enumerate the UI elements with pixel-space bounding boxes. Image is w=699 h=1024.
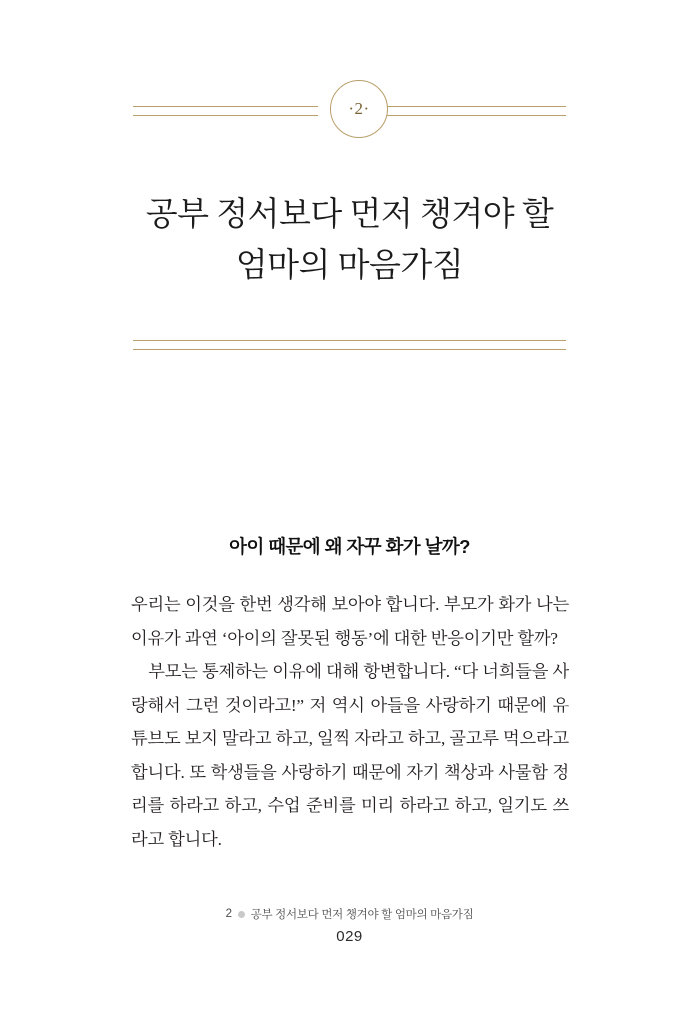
title-divider-rule-top [133,340,566,341]
chapter-title-line-1: 공부 정서보다 먼저 챙겨야 할 [145,197,554,234]
body-text [131,588,569,856]
title-divider [133,340,566,352]
page-title [0,190,699,292]
footer-running-title: 공부 정서보다 먼저 챙겨야 할 엄마의 마음가짐 [250,909,474,921]
running-footer [0,906,699,922]
page-number: 029 [336,928,363,945]
chapter-ornament [0,78,699,150]
body-paragraph: 우리는 이것을 한번 생각해 보아야 합니다. 부모가 화가 나는 이유가 과연 ‘아이의 잘못된 행동’에 대한 반응이기만 할까? [131,595,569,648]
title-divider-rule-bottom [133,349,566,350]
section-heading: 아이 때문에 왜 자꾸 화가 날까? [229,536,470,558]
footer-chapter-number: 2 [225,908,232,920]
bullet-dot-icon [238,911,245,918]
chapter-marker-label: ·2· [348,99,370,118]
chapter-title-line-2: 엄마의 마음가짐 [235,248,464,285]
body-paragraph: 부모는 통제하는 이유에 대해 항변합니다. “다 너희들을 사랑해서 그런 것이라고!” 저 역시 아들을 사랑하기 때문에 유튜브도 보지 말라고 하고, 일찍 자라고 하고, 골고루 먹으라고 합니다. 또 학생들을 사랑하기 때문에 자기 책상과 사물함 정리를 하라고 하고, 수업 준비를 미리 하라고 하고, 일기도 쓰라고 합니다. [131,662,569,849]
